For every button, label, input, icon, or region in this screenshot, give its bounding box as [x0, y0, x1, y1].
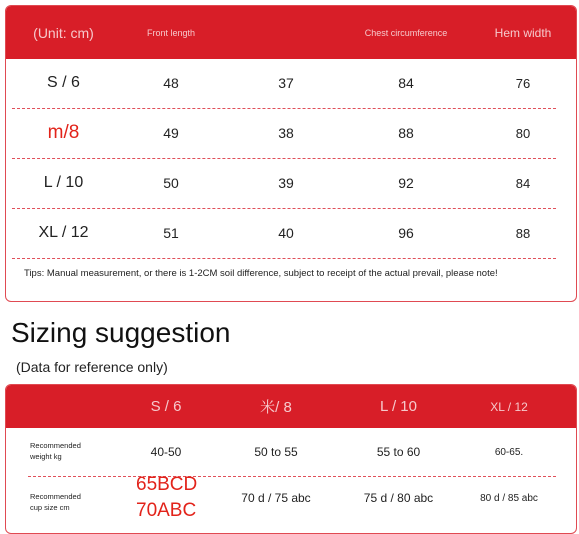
table-row: [6, 159, 576, 207]
weight-value-xl: 60-65.: [494, 446, 524, 458]
hem-value: 84: [515, 175, 531, 191]
front-length-value: 49: [163, 125, 179, 141]
size-label: L / 10: [43, 174, 84, 191]
front-length-value: 48: [163, 75, 179, 91]
row-divider: [12, 258, 556, 259]
cup-label-line1: Recommended: [30, 492, 81, 501]
table-row: [6, 109, 576, 157]
weight-value-s: 40-50: [150, 445, 182, 459]
chest-value: 84: [398, 75, 414, 91]
column-2-value: 40: [278, 225, 294, 241]
header-hem-width: Hem width: [494, 25, 552, 40]
column-2-value: 39: [278, 175, 294, 191]
header-size-xl: XL / 12: [490, 399, 528, 414]
header-size-m: 米/ 8: [260, 399, 292, 416]
sizing-suggestion-subtitle: (Data for reference only): [16, 359, 168, 375]
hem-value: 88: [515, 225, 531, 241]
weight-label-line2: weight kg: [30, 452, 62, 461]
table-row: [6, 209, 576, 257]
header-chest-circumference: Chest circumference: [364, 27, 448, 38]
front-length-value: 51: [163, 225, 179, 241]
chest-value: 88: [398, 125, 414, 141]
sizing-suggestion-title: Sizing suggestion: [11, 317, 231, 348]
hem-value: 76: [515, 75, 531, 91]
weight-value-m: 50 to 55: [254, 445, 298, 459]
cup-label: [30, 491, 81, 513]
header-front-length: Front length: [146, 27, 196, 38]
hem-value: 80: [515, 125, 531, 141]
header-unit: (Unit: cm): [33, 24, 94, 41]
measurement-tip: Tips: Manual measurement, or there is 1-2CM soil difference, subject to receipt of the actual prevail, please note!: [24, 268, 498, 279]
table-row: [6, 59, 576, 107]
weight-row: [6, 428, 576, 476]
weight-value-l: 55 to 60: [376, 445, 421, 459]
chest-value: 96: [398, 225, 414, 241]
weight-label-line1: Recommended: [30, 441, 81, 450]
cup-value-s-line2: 70ABC: [136, 500, 197, 521]
header-size-s: S / 6: [150, 398, 182, 415]
chest-value: 92: [398, 175, 414, 191]
size-label: m/8: [47, 122, 80, 143]
column-2-value: 37: [278, 75, 294, 91]
cup-value-l: 75 d / 80 abc: [363, 491, 434, 505]
cup-value-xl: 80 d / 85 abc: [480, 492, 538, 504]
cup-row: [6, 474, 576, 533]
size-label: S / 6: [47, 74, 80, 91]
header-empty: [6, 385, 121, 428]
column-2-value: 38: [278, 125, 294, 141]
size-label: XL / 12: [38, 224, 89, 241]
sizing-suggestion-table: [5, 384, 577, 534]
size-chart-table: [5, 5, 577, 302]
weight-label: [30, 440, 81, 462]
size-chart-header: [6, 6, 576, 59]
suggestion-header: [6, 385, 576, 428]
front-length-value: 50: [163, 175, 179, 191]
cup-value-s-line1: 65BCD: [136, 474, 198, 495]
cup-label-line2: cup size cm: [30, 503, 70, 512]
cup-value-m: 70 d / 75 abc: [241, 491, 311, 505]
header-column-2: [226, 6, 346, 59]
header-size-l: L / 10: [380, 398, 417, 415]
